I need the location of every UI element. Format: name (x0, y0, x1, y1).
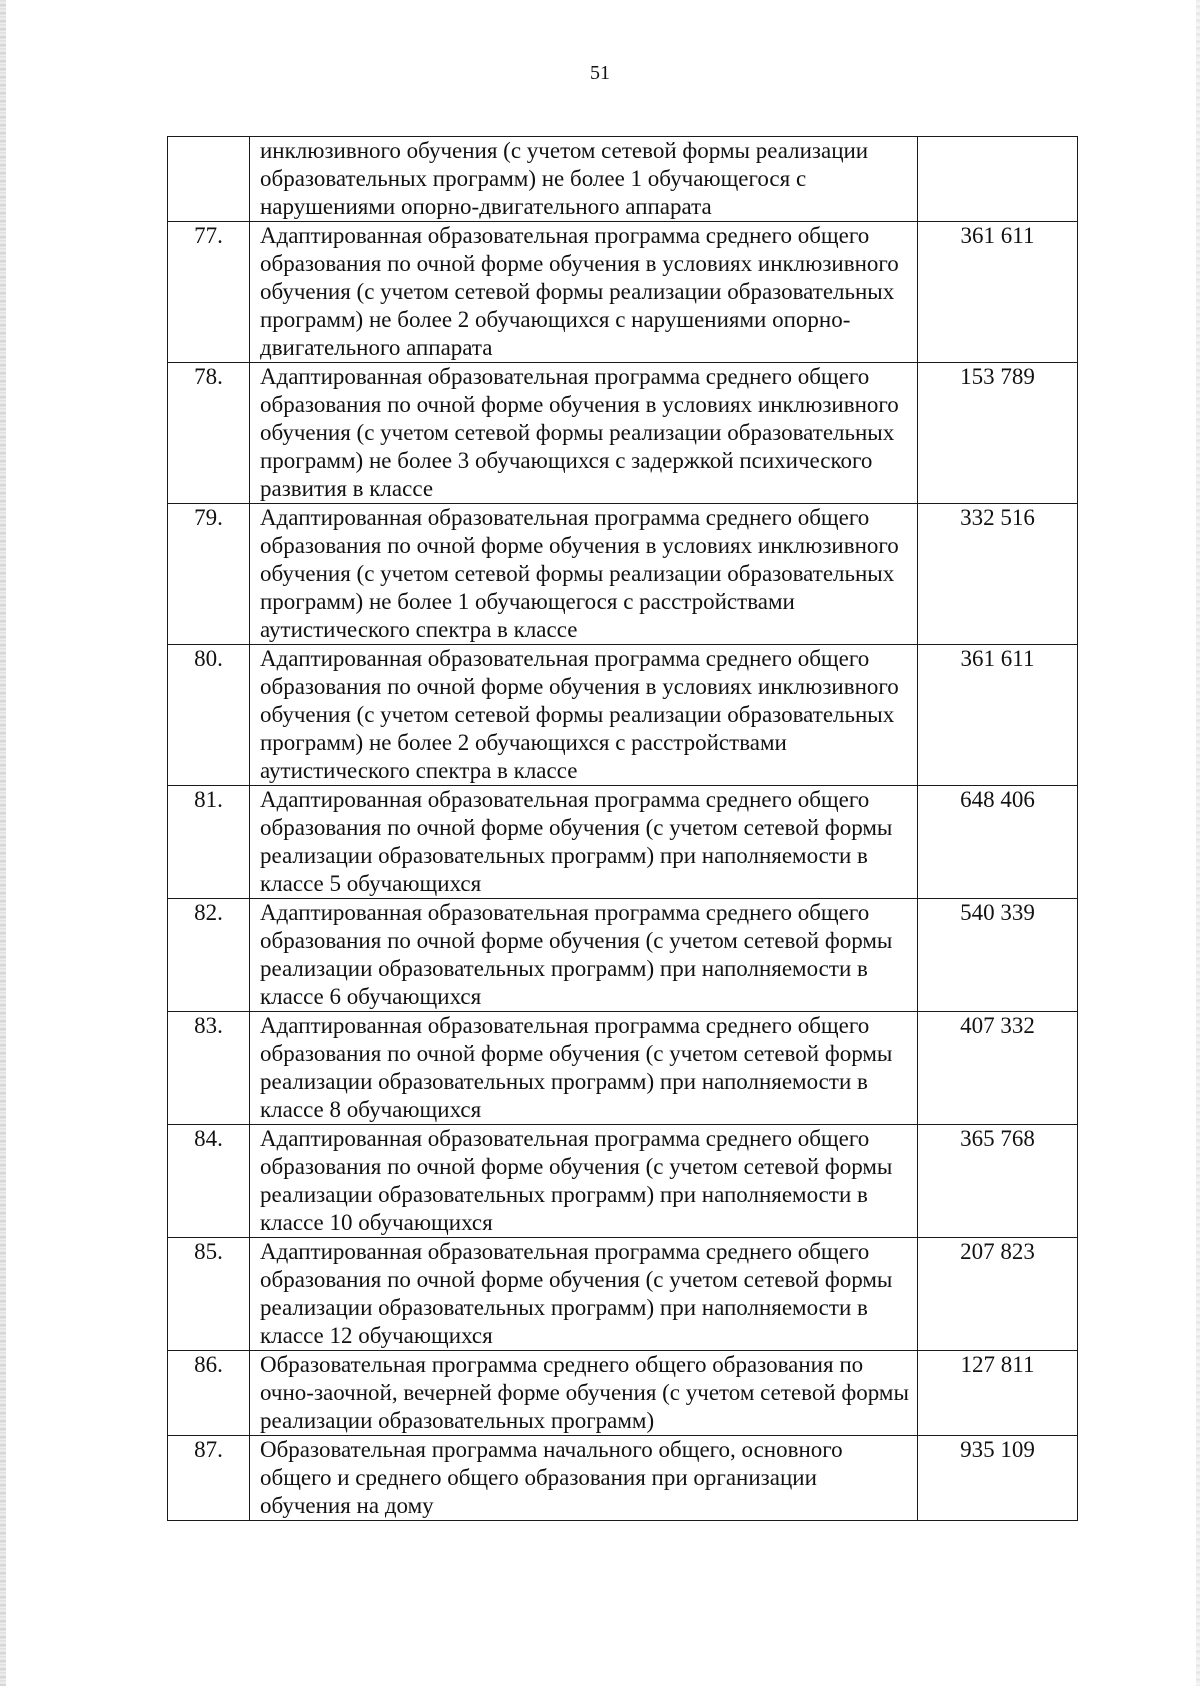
row-number: 86. (168, 1351, 250, 1436)
row-number: 78. (168, 363, 250, 504)
row-number (168, 137, 250, 222)
page-number: 51 (590, 62, 610, 84)
row-value: 407 332 (918, 1012, 1078, 1125)
row-number: 87. (168, 1436, 250, 1521)
table-row (168, 645, 1078, 786)
row-description: Образовательная программа среднего общего образования по очно-заочной, вечерней форме обучения (с учетом сетевой формы реализации образовательных программ) (250, 1351, 918, 1436)
row-number: 83. (168, 1012, 250, 1125)
row-value: 365 768 (918, 1125, 1078, 1238)
row-value: 361 611 (918, 645, 1078, 786)
table-row (168, 1012, 1078, 1125)
table-row (168, 1351, 1078, 1436)
tariff-table-body (168, 137, 1078, 1521)
row-description: Адаптированная образовательная программа среднего общего образования по очной форме обучения (с учетом сетевой формы реализации образовательных программ) при наполняемости в классе 5 обучающихся (250, 786, 918, 899)
row-description: Образовательная программа начального общего, основного общего и среднего общего образования при организации обучения на дому (250, 1436, 918, 1521)
row-value: 127 811 (918, 1351, 1078, 1436)
row-description: Адаптированная образовательная программа среднего общего образования по очной форме обучения в условиях инклюзивного обучения (с учетом сетевой формы реализации образовательных программ) не более 3 обучающихся с задержкой психического развития в классе (250, 363, 918, 504)
row-value: 540 339 (918, 899, 1078, 1012)
row-description: Адаптированная образовательная программа среднего общего образования по очной форме обучения (с учетом сетевой формы реализации образовательных программ) при наполняемости в классе 6 обучающихся (250, 899, 918, 1012)
row-description: Адаптированная образовательная программа среднего общего образования по очной форме обучения в условиях инклюзивного обучения (с учетом сетевой формы реализации образовательных программ) не более 1 обучающегося с расстройствами аутистического спектра в классе (250, 504, 918, 645)
row-number: 80. (168, 645, 250, 786)
row-number: 77. (168, 222, 250, 363)
row-value: 332 516 (918, 504, 1078, 645)
table-row (168, 786, 1078, 899)
row-value: 935 109 (918, 1436, 1078, 1521)
row-description: Адаптированная образовательная программа среднего общего образования по очной форме обучения (с учетом сетевой формы реализации образовательных программ) при наполняемости в классе 8 обучающихся (250, 1012, 918, 1125)
row-description: инклюзивного обучения (с учетом сетевой формы реализации образовательных программ) не более 1 обучающегося с нарушениями опорно-двигательного аппарата (250, 137, 918, 222)
row-value (918, 137, 1078, 222)
table-row (168, 1125, 1078, 1238)
row-number: 81. (168, 786, 250, 899)
table-row (168, 504, 1078, 645)
row-description: Адаптированная образовательная программа среднего общего образования по очной форме обучения (с учетом сетевой формы реализации образовательных программ) при наполняемости в классе 10 обучающихся (250, 1125, 918, 1238)
table-row (168, 363, 1078, 504)
tariff-table (167, 136, 1078, 1521)
table-row (168, 1238, 1078, 1351)
table-row (168, 1436, 1078, 1521)
row-description: Адаптированная образовательная программа среднего общего образования по очной форме обучения в условиях инклюзивного обучения (с учетом сетевой формы реализации образовательных программ) не более 2 обучающихся с нарушениями опорно-двигательного аппарата (250, 222, 918, 363)
row-number: 85. (168, 1238, 250, 1351)
row-description: Адаптированная образовательная программа среднего общего образования по очной форме обучения (с учетом сетевой формы реализации образовательных программ) при наполняемости в классе 12 обучающихся (250, 1238, 918, 1351)
row-value: 153 789 (918, 363, 1078, 504)
scan-edge-right (1196, 0, 1200, 1686)
row-value: 648 406 (918, 786, 1078, 899)
table-row (168, 222, 1078, 363)
row-number: 84. (168, 1125, 250, 1238)
table-row (168, 137, 1078, 222)
table-row (168, 899, 1078, 1012)
row-number: 82. (168, 899, 250, 1012)
row-value: 361 611 (918, 222, 1078, 363)
row-description: Адаптированная образовательная программа среднего общего образования по очной форме обучения в условиях инклюзивного обучения (с учетом сетевой формы реализации образовательных программ) не более 2 обучающихся с расстройствами аутистического спектра в классе (250, 645, 918, 786)
row-number: 79. (168, 504, 250, 645)
scan-edge-left (0, 0, 6, 1686)
row-value: 207 823 (918, 1238, 1078, 1351)
